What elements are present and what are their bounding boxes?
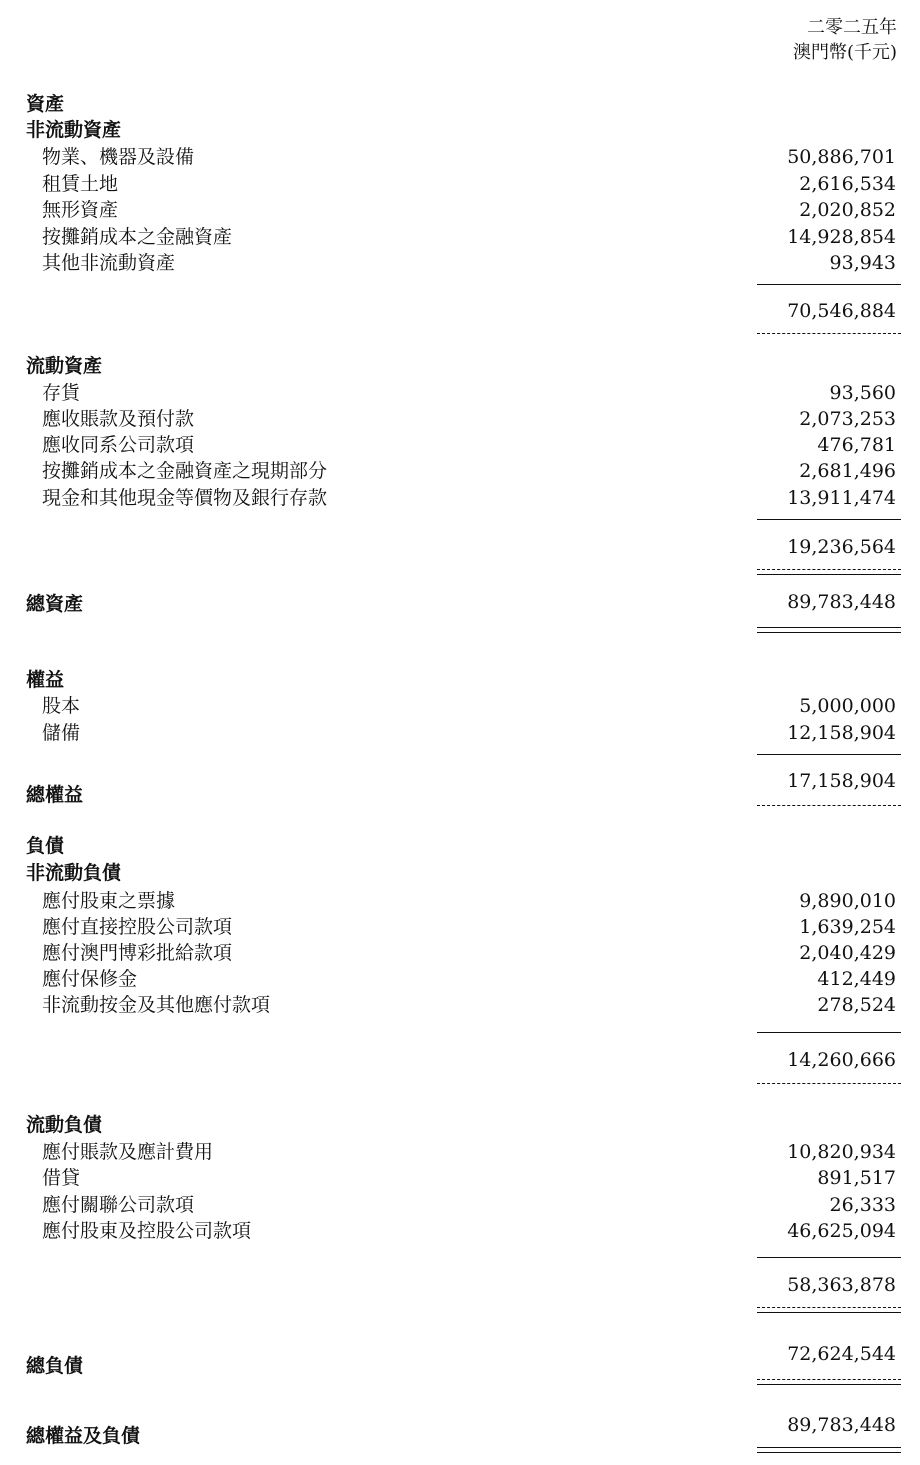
line-item-value: 93,560 [829, 382, 896, 404]
line-item-label: 股本 [42, 695, 81, 717]
rule-line [757, 574, 901, 575]
rule-dashed [757, 805, 901, 806]
rule-double-bottom [757, 632, 901, 633]
rule-dashed [757, 1083, 901, 1084]
rule-line [757, 1257, 901, 1258]
rule-dashed [757, 569, 901, 570]
line-item-value: 50,886,701 [787, 146, 896, 168]
line-item-label: 應付股東之票據 [42, 890, 176, 912]
total-equity-label: 總權益 [26, 784, 84, 806]
rule-dashed [757, 333, 901, 334]
total-assets-label: 總資產 [26, 593, 84, 615]
line-item-value: 1,639,254 [799, 916, 896, 938]
line-item-label: 應收賬款及預付款 [42, 408, 195, 430]
line-item-label: 非流動按金及其他應付款項 [42, 994, 271, 1016]
current-liabilities-heading: 流動負債 [26, 1114, 103, 1136]
line-item-value: 26,333 [829, 1194, 896, 1216]
line-item-label: 應付股東及控股公司款項 [42, 1220, 252, 1242]
column-currency: 澳門幣(千元) [792, 42, 897, 63]
rule-line [757, 1384, 901, 1385]
non-current-liabilities-subtotal: 14,260,666 [787, 1049, 896, 1071]
line-item-label: 現金和其他現金等價物及銀行存款 [42, 487, 328, 509]
non-current-liabilities-heading: 非流動負債 [26, 862, 122, 884]
rule-double-top [757, 627, 901, 628]
line-item-value: 891,517 [817, 1167, 896, 1189]
line-item-label: 按攤銷成本之金融資產 [42, 226, 233, 248]
line-item-value: 5,000,000 [799, 695, 896, 717]
total-equity-value: 17,158,904 [787, 770, 896, 792]
rule-line [757, 519, 901, 520]
line-item-value: 2,020,852 [799, 199, 896, 221]
total-assets-value: 89,783,448 [787, 591, 896, 613]
rule-dashed [757, 1307, 901, 1308]
line-item-label: 應付關聯公司款項 [42, 1194, 195, 1216]
grand-total-value: 89,783,448 [787, 1414, 896, 1436]
total-liabilities-value: 72,624,544 [787, 1343, 896, 1365]
line-item-label: 按攤銷成本之金融資產之現期部分 [42, 460, 328, 482]
line-item-value: 10,820,934 [787, 1141, 896, 1163]
line-item-value: 2,616,534 [799, 173, 896, 195]
line-item-value: 412,449 [817, 968, 896, 990]
rule-dashed [757, 1379, 901, 1380]
rule-double-bottom [757, 1452, 901, 1453]
equity-heading: 權益 [26, 669, 65, 691]
line-item-label: 存貨 [42, 382, 81, 404]
non-current-assets-heading: 非流動資產 [26, 119, 122, 141]
line-item-value: 2,040,429 [799, 942, 896, 964]
line-item-label: 應付直接控股公司款項 [42, 916, 233, 938]
column-year: 二零二五年 [807, 17, 897, 38]
line-item-label: 應付賬款及應計費用 [42, 1141, 214, 1163]
grand-total-label: 總權益及負債 [26, 1425, 141, 1447]
line-item-value: 13,911,474 [787, 487, 896, 509]
line-item-value: 278,524 [817, 994, 896, 1016]
line-item-value: 46,625,094 [787, 1220, 896, 1242]
liabilities-heading: 負債 [26, 835, 65, 857]
line-item-label: 應付保修金 [42, 968, 138, 990]
rule-double-top [757, 1447, 901, 1448]
line-item-label: 借貸 [42, 1167, 81, 1189]
assets-heading: 資產 [26, 93, 65, 115]
line-item-value: 14,928,854 [787, 226, 896, 248]
rule-line [757, 284, 901, 285]
line-item-label: 租賃土地 [42, 173, 119, 195]
line-item-label: 其他非流動資產 [42, 252, 176, 274]
rule-line [757, 1032, 901, 1033]
line-item-value: 2,073,253 [799, 408, 896, 430]
line-item-label: 應付澳門博彩批給款項 [42, 942, 233, 964]
line-item-value: 9,890,010 [799, 890, 896, 912]
non-current-assets-subtotal: 70,546,884 [787, 300, 896, 322]
line-item-label: 無形資產 [42, 199, 119, 221]
line-item-value: 93,943 [829, 252, 896, 274]
line-item-label: 應收同系公司款項 [42, 434, 195, 456]
line-item-label: 儲備 [42, 722, 81, 744]
current-assets-subtotal: 19,236,564 [787, 536, 896, 558]
rule-line [757, 1312, 901, 1313]
line-item-value: 476,781 [817, 434, 896, 456]
line-item-value: 12,158,904 [787, 722, 896, 744]
line-item-value: 2,681,496 [799, 460, 896, 482]
rule-line [757, 754, 901, 755]
total-liabilities-label: 總負債 [26, 1355, 84, 1377]
current-liabilities-subtotal: 58,363,878 [787, 1274, 896, 1296]
line-item-label: 物業、機器及設備 [42, 146, 195, 168]
current-assets-heading: 流動資產 [26, 355, 103, 377]
